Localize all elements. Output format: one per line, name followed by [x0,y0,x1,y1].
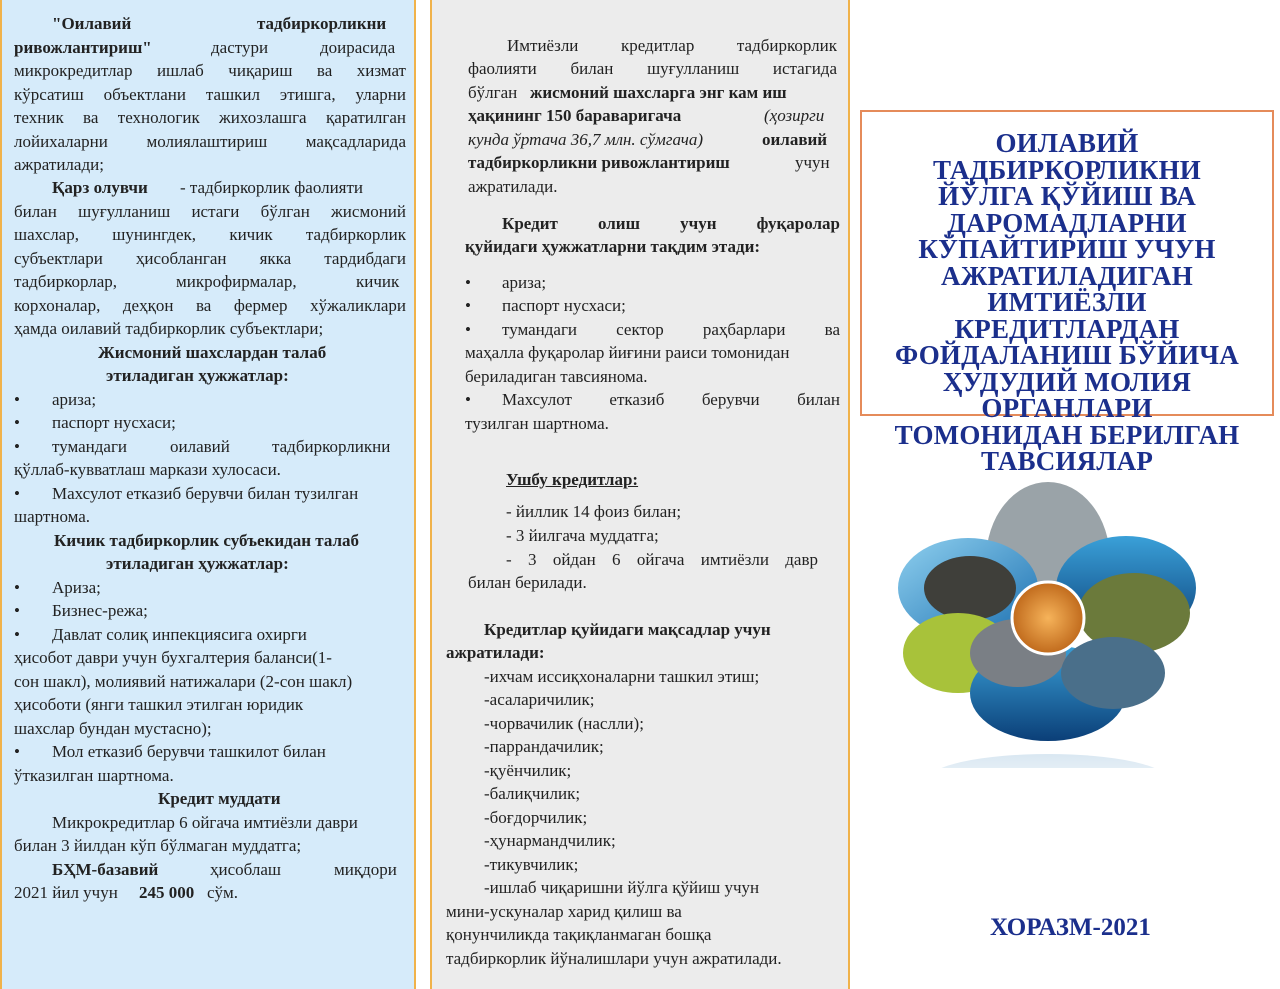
list-item: -ҳунармандчилик; [484,831,616,850]
title-line: КРЕДИТЛАРДАН [954,313,1180,344]
text: дастури [211,38,269,57]
title-line: ДАРОМАДЛАРНИ [947,207,1187,238]
text-line: фаолияти билан шуғулланиш истагида [468,59,837,78]
section-heading: Ушбу кредитлар: [506,470,639,489]
list-item: -чорвачилик (наслли); [484,714,644,733]
list-item: ариза; [52,390,97,409]
list-item: Мол етказиб берувчи ташкилот билан [52,742,326,761]
title-line: АЖРАТИЛАДИГАН ИМТИЁЗЛИ [941,260,1193,317]
bullet-icon: • [14,413,20,432]
list-item: Бизнес-режа; [52,601,148,620]
borrower-term: Қарз олувчи [52,178,148,197]
list-item: -қуёнчилик; [484,761,572,780]
section-heading: қуйидаги ҳужжатларни тақдим этади: [465,237,761,256]
bullet-icon: • [465,296,471,315]
list-item: ҳисобот даври учун бухгалтерия баланси(1- [14,648,332,667]
list-item: бериладиган тавсиянома. [465,367,648,386]
text: жисмоний шахсларга энг кам иш [530,83,787,102]
list-item: сон шакл), молиявий натижалари (2-сон шакл) [14,672,353,691]
list-item: тадбиркорликни [272,437,391,456]
text-line: шахслар, шунингдек, кичик тадбиркорлик [14,225,406,244]
list-item: тумандаги [52,437,128,456]
title-line: ФОЙДАЛАНИШ БЎЙИЧА [895,340,1239,370]
list-item: -ишлаб чиқаришни йўлга қўйиш учун [484,878,760,897]
bullet-icon: • [14,742,20,761]
list-item: -асаларичилик; [484,690,595,709]
section-heading: Кредит муддати [158,789,281,808]
text-line: корхоналар, деҳқон ва фермер хўжаликлари [14,296,406,315]
section-heading: ажратилади: [446,643,545,662]
title-line: ТОМОНИДАН БЕРИЛГАН [894,419,1240,450]
text-line: кўрсатиш объектлани ташкил этишга, уларни [14,85,406,104]
list-item: шартнома. [14,507,91,526]
text: - тадбиркорлик фаолияти [180,178,364,197]
text: ҳақининг 150 бараваригача [468,106,682,125]
photo-center [1012,582,1084,654]
list-item: тумандаги сектор раҳбарлари ва [502,320,840,339]
text-line: билан шуғулланиш истаги бўлган жисмоний [14,202,406,221]
list-item: паспорт нусхаси; [52,413,176,432]
middle-panel [430,0,850,989]
program-name-1: "Оилавий [52,14,132,33]
list-item: Ариза; [52,578,101,597]
bullet-icon: • [14,578,20,597]
text: БҲМ-базавий [52,860,159,879]
list-item: Махсулот етказиб берувчи билан [502,390,840,409]
text: тадбиркорлар, [14,272,118,291]
text: учун [795,153,830,172]
bhm-amount: 245 000 [139,883,195,902]
text: ҳисоблаш [210,860,281,879]
list-item: тадбиркорлик йўналишлари учун ажратилади. [446,949,782,968]
list-item: мини-ускуналар харид қилиш ва [446,902,682,921]
text: (ҳозирги [764,106,825,125]
text-line: ажратилади. [468,177,558,196]
title-line: ЙЎЛГА ҚЎЙИШ ВА [938,181,1196,211]
bullet-icon: • [14,625,20,644]
list-item: паспорт нусхаси; [502,296,626,315]
cover-title [862,130,1272,475]
cover-year: ХОРАЗМ-2021 [990,914,1151,941]
program-name-3: ривожлантириш" [14,38,152,57]
list-item: -ихчам иссиқхоналарни ташкил этиш; [484,667,760,686]
text-line: субъектлари ҳисобланган якка тардибдаги [14,249,406,268]
list-item: тузилган шартнома. [465,414,609,433]
list-item: билан берилади. [468,573,587,592]
bullet-icon: • [465,320,471,339]
list-item: -тикувчилик; [484,855,579,874]
list-item: Махсулот етказиб берувчи билан тузилган [52,484,359,503]
list-item: ҳисоботи (янги ташкил этилган юридик [14,695,304,714]
bullet-icon: • [465,273,471,292]
text-line: техник ва технологик жихозлашга қаратилган [14,108,406,127]
section-heading: этиладиган ҳужжатлар: [106,366,289,385]
list-item: -боғдорчилик; [484,808,588,827]
photo-petal [1061,637,1165,709]
cover-photo-collage [898,468,1198,768]
list-item: - 3 йилгача муддатга; [506,526,659,545]
section-heading: Кредит олиш учун фуқаролар [502,214,840,233]
list-item: - йиллик 14 фоиз билан; [506,502,682,521]
list-item: ўтказилган шартнома. [14,766,174,785]
section-heading: Жисмоний шахслардан талаб [98,343,327,362]
text-line: микрокредитлар ишлаб чиқариш ва хизмат [14,61,406,80]
text: микрофирмалар, [176,272,297,291]
bullet-icon: • [14,601,20,620]
text-line: лойихаларни молиялаштириш мақсадларида [14,132,406,151]
section-heading: Кичик тадбиркорлик субъекидан талаб [54,531,360,550]
text-line: Имтиёзли кредитлар тадбиркорлик [507,36,837,55]
text: бўлган [468,83,518,102]
list-item: ариза; [502,273,547,292]
text-line: ажратилади; [14,155,104,174]
list-item: -паррандачилик; [484,737,604,756]
text: 2021 йил учун [14,883,118,902]
text: сўм. [207,883,239,902]
list-item: - 3 ойдан 6 ойгача имтиёзли давр [506,550,818,569]
text: оилавий [762,130,828,149]
left-panel [0,0,416,989]
text: кунда ўртача 36,7 млн. сўмгача) [468,130,704,149]
list-item: Давлат солиқ инпекциясига охирги [52,625,307,644]
text-line: билан 3 йилдан кўп бўлмаган муддатга; [14,836,302,855]
text: доирасида [320,38,396,57]
bullet-icon: • [14,484,20,503]
title-line: ОИЛАВИЙ ТАДБИРКОРЛИКНИ [933,128,1201,185]
list-item: қонунчиликда тақиқланмаган бошқа [446,925,712,944]
text: кичик [356,272,400,291]
bullet-icon: • [14,390,20,409]
list-item: қўллаб-кувватлаш маркази хулосаси. [14,460,281,479]
section-heading: Кредитлар қуйидаги мақсадлар учун [484,620,771,639]
title-line: ТАВСИЯЛАР [980,446,1154,476]
title-line: КЎПАЙТИРИШ УЧУН [918,234,1216,264]
list-item: маҳалла фуқаролар йиғини раиси томонидан [465,343,790,362]
text-line: Микрокредитлар 6 ойгача имтиёзли даври [52,813,358,832]
text-line: ҳамда оилавий тадбиркорлик субъектлари; [14,319,324,338]
list-item: -балиқчилик; [484,784,581,803]
bullet-icon: • [14,437,20,456]
section-heading: этиладиган ҳужжатлар: [106,554,289,573]
list-item: оилавий [170,437,230,456]
title-line: ҲУДУДИЙ МОЛИЯ ОРГАНЛАРИ [942,366,1192,423]
list-item: шахслар бундан мустасно); [14,719,212,738]
cover-title-box [860,110,1274,476]
photo-reflection [928,754,1168,768]
text: миқдори [334,860,397,879]
program-name-2: тадбиркорликни [257,14,387,33]
photo-petal [924,556,1016,620]
text: тадбиркорликни ривожлантириш [468,153,730,172]
bullet-icon: • [465,390,471,409]
